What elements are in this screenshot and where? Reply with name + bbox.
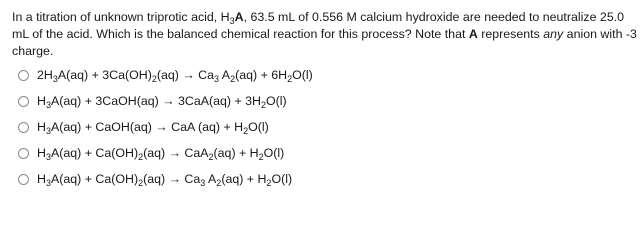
answer-option-1[interactable] [18, 62, 313, 88]
question-italic: any [543, 27, 564, 41]
answer-option-5[interactable] [18, 166, 313, 192]
equation-text: $H_3A(aq)$ + CaOH(aq) → CaA $(aq) + H_2O(l)$ [37, 120, 269, 136]
answer-option-3[interactable] [18, 114, 313, 140]
radio-button[interactable] [18, 122, 29, 133]
radio-button[interactable] [18, 70, 29, 81]
answer-option-2[interactable] [18, 88, 313, 114]
equation-text: $H_3A(aq) + Ca(OH)_2(aq) \to CaA_2(aq) + H_2O(l)$ [37, 146, 285, 162]
radio-button[interactable] [18, 174, 29, 185]
question-bold: A [234, 10, 244, 24]
radio-button[interactable] [18, 148, 29, 159]
equation-text: $H_3A(aq)$ + 3CaOH(aq) → $3CaA(aq) + 3H_2O(l)$ [37, 94, 287, 110]
question-subscript: 3 [229, 16, 235, 26]
question-segment: represents [477, 27, 544, 41]
question-text [12, 9, 637, 60]
question-segment: anion with -3 charge. [12, 27, 637, 58]
radio-button[interactable] [18, 96, 29, 107]
equation-text: $H_3A(aq) + Ca(OH)_2(aq) \to Ca_3$ $A_2(aq) + H_2O(l)$ [37, 172, 293, 188]
answer-options [18, 62, 313, 192]
question-bold: A [468, 27, 478, 41]
question-segment: , 63.5 mL of 0.556 M calcium hydroxide are needed to neutralize 25.0 mL of the acid. Which is the balanced chemical reaction for this process? Note that [12, 10, 625, 41]
answer-option-4[interactable] [18, 140, 313, 166]
equation-text: $2H_3A(aq) + 3Ca(OH)_2(aq) \to Ca_3$ $A_2(aq) + 6H_2O(l)$ [37, 68, 313, 84]
question-segment: In a titration of unknown triprotic acid, H [12, 10, 230, 24]
